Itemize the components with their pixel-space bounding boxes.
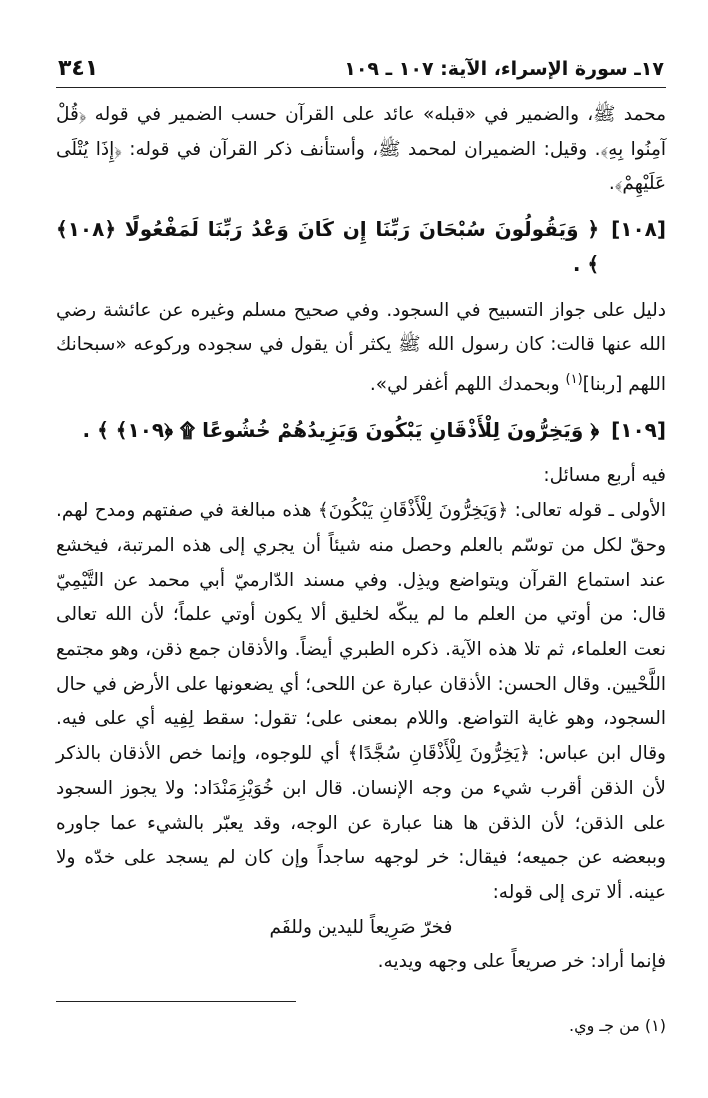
- paragraph-2: [56, 294, 666, 403]
- running-head: [56, 56, 666, 88]
- verse-109: [56, 413, 666, 448]
- book-page: [56, 56, 666, 1098]
- verse-text: ﴿ وَيَقُولُونَ سُبْحَانَ رَبِّنَا إِن كَانَ وَعْدُ رَبِّنَا لَمَفْعُولًا ﴿١٠٨﴾ ﴾ .: [56, 217, 600, 276]
- poem-line: فخرّ صَرِيعاً لليدين وللفَم: [269, 916, 453, 938]
- paragraph-3: فيه أربع مسائل:: [543, 465, 666, 487]
- footnote-marker: (١): [565, 371, 583, 387]
- page-number: ٣٤١: [58, 56, 99, 81]
- verse-number: [١٠٨]: [611, 217, 666, 242]
- paragraph-1: محمد ﷺ، والضمير في «قبله» عائد على القرآن حسب الضمير في قوله ﴿قُلْ آمِنُوا بِهِ﴾. وقيل: الضميران لمحمد ﷺ، وأستأنف ذكر القرآن في قوله: ﴿إِذَا يُتْلَى عَلَيْهِمْ﴾.: [56, 104, 666, 195]
- footnote: (١) من جـ وي.: [568, 1016, 666, 1035]
- paragraph-2-part-1: دليل على جواز التسبيح في السجود. وفي صحيح مسلم وغيره عن عائشة رضي الله عنها قالت: كان رسول الله ﷺ يكثر أن يقول في سجوده وركوعه «سبحانك اللهم [ربنا]: [56, 299, 666, 396]
- verse-number: [١٠٩]: [611, 417, 666, 442]
- body-text: [56, 98, 666, 980]
- verse-text: ﴿ وَيَخِرُّونَ لِلْأَذْقَانِ يَبْكُونَ وَيَزِيدُهُمْ خُشُوعًا ۩ ﴿١٠٩﴾ ﴾ .: [82, 417, 600, 442]
- paragraph-2-part-2: وبحمدك اللهم أغفر لي».: [369, 374, 566, 396]
- footnote-divider: [56, 1001, 296, 1002]
- paragraph-5: فإنما أراد: خر صريعاً على وجهه ويديه.: [377, 951, 666, 973]
- paragraph-4: الأولى ـ قوله تعالى: ﴿وَيَخِرُّونَ لِلْأَذْقَانِ يَبْكُونَ﴾ هذه مبالغة في صفتهم ومدح لهم. وحقّ لكل من توسّم بالعلم وحصل منه شيئاً أن يجري إلى هذه المرتبة، فيخشع عند استماع القرآن ويتواضع ويذِل. وفي مسند الدّارميّ أبي محمد عن التَّيْمِيّ قال: من أوتي من العلم ما لم يبكّه لخليق ألا يكون أوتي علماً؛ لأن الله تعالى نعت العلماء، ثم تلا هذه الآية. ذكره الطبري أيضاً. والأذقان جمع ذقن، وهو مجتمع اللَّحْيين. وقال الحسن: الأذقان عبارة عن اللحى؛ أي يضعونها على الأرض في حال السجود، وهو غاية التواضع. واللام بمعنى على؛ تقول: سقط لِفِيه أي على فيه. وقال ابن عباس: ﴿يَخِرُّونَ لِلْأَذْقَانِ سُجَّدًا﴾ أي للوجوه، وإنما خص الأذقان بالذكر لأن الذقن أقرب شيء من وجه الإنسان. قال ابن خُوَيْزِمَنْدَاد: ولا يجوز السجود على الذقن؛ لأن الذقن ها هنا عبارة عن الوجه، وقد يعبّر بالشيء عما جاوره وببعضه عن جميعه؛ فيقال: خر لوجهه ساجداً وإن كان لم يسجد على خدّه ولا عينه. ألا ترى إلى قوله:: [56, 500, 666, 903]
- verse-108: [56, 212, 666, 281]
- running-title: ١٧ـ سورة الإسراء، الآية: ١٠٧ ـ ١٠٩: [344, 58, 664, 80]
